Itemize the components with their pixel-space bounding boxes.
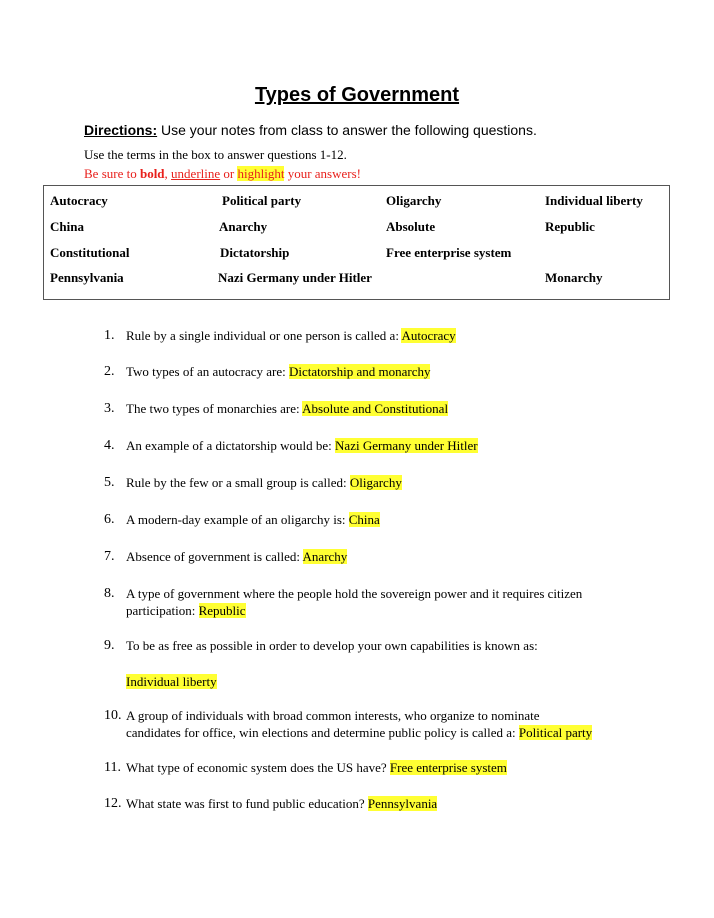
answer-highlight: Absolute and Constitutional [302, 401, 449, 416]
question-number: 9. [104, 638, 115, 653]
answer-highlight: Autocracy [401, 328, 456, 343]
answer-highlight: Anarchy [302, 549, 348, 564]
answer-highlight: Free enterprise system [389, 760, 507, 775]
term-free-enterprise-system: Free enterprise system [386, 245, 512, 260]
question-8-continued [126, 603, 246, 619]
term-oligarchy: Oligarchy [386, 193, 442, 208]
term-absolute: Absolute [386, 219, 436, 234]
question-number: 11. [104, 760, 121, 775]
term-pennsylvania: Pennsylvania [50, 270, 124, 285]
question-number: 10. [104, 708, 122, 723]
question-number: 1. [104, 328, 115, 343]
question-text: A modern-day example of an oligarchy is: [126, 512, 349, 527]
answer-highlight: Nazi Germany under Hitler [335, 438, 478, 453]
question-text: To be as free as possible in order to develop your own capabilities is known as: [126, 638, 538, 653]
question-number: 6. [104, 512, 115, 527]
answer-highlight: China [348, 512, 380, 527]
term-dictatorship: Dictatorship [220, 245, 290, 260]
term-china: China [50, 219, 84, 234]
question-number: 3. [104, 401, 115, 416]
reminder-suffix: your answers! [284, 166, 361, 181]
question-text: Two types of an autocracy are: [126, 364, 289, 379]
question-text: A group of individuals with broad common interests, who organize to nominate [126, 708, 540, 723]
question-text: An example of a dictatorship would be: [126, 438, 336, 453]
reminder-prefix: Be sure to [84, 166, 140, 181]
answer-highlight: Republic [198, 603, 246, 618]
answer-format-reminder [84, 166, 361, 182]
answer-highlight: Individual liberty [126, 674, 217, 689]
question-number: 5. [104, 475, 115, 490]
question-number: 8. [104, 586, 115, 601]
directions [84, 122, 537, 138]
question-text: What type of economic system does the US have? [126, 760, 390, 775]
reminder-sep1: , [164, 166, 172, 181]
question-text: participation: [126, 603, 199, 618]
answer-highlight: Pennsylvania [367, 796, 438, 811]
question-number: 12. [104, 796, 122, 811]
reminder-highlight: highlight [237, 166, 285, 181]
question-number: 7. [104, 549, 115, 564]
term-autocracy: Autocracy [50, 193, 108, 208]
answer-highlight: Oligarchy [349, 475, 402, 490]
term-anarchy: Anarchy [219, 219, 268, 234]
answer-highlight: Political party [518, 725, 593, 740]
answer-highlight: Dictatorship and monarchy [288, 364, 431, 379]
term-political-party: Political party [222, 193, 302, 208]
question-text: Rule by a single individual or one person is called a: [126, 328, 402, 343]
term-individual-liberty: Individual liberty [545, 193, 643, 208]
term-nazi-germany: Nazi Germany under Hitler [218, 270, 372, 285]
directions-text: Use your notes from class to answer the following questions. [161, 122, 537, 138]
question-text: Absence of government is called: [126, 549, 303, 564]
term-republic: Republic [545, 219, 595, 234]
question-9-answer [126, 674, 217, 690]
reminder-underline: underline [171, 166, 221, 181]
instruction-text: Use the terms in the box to answer questions 1-12. [84, 147, 347, 162]
question-text: Rule by the few or a small group is called: [126, 475, 350, 490]
term-monarchy: Monarchy [545, 270, 603, 285]
reminder-sep2: or [220, 166, 238, 181]
question-text: The two types of monarchies are: [126, 401, 303, 416]
question-text: candidates for office, win elections and determine public policy is called a: [126, 725, 519, 740]
question-text: A type of government where the people hold the sovereign power and it requires citizen [126, 586, 583, 601]
worksheet-title: Types of Government [254, 84, 460, 106]
question-10-continued [126, 725, 592, 741]
question-number: 4. [104, 438, 115, 453]
question-text: What state was first to fund public education? [126, 796, 368, 811]
question-number: 2. [104, 364, 115, 379]
term-constitutional: Constitutional [50, 245, 130, 260]
directions-label: Directions: [84, 122, 158, 138]
reminder-bold: bold [139, 166, 165, 181]
